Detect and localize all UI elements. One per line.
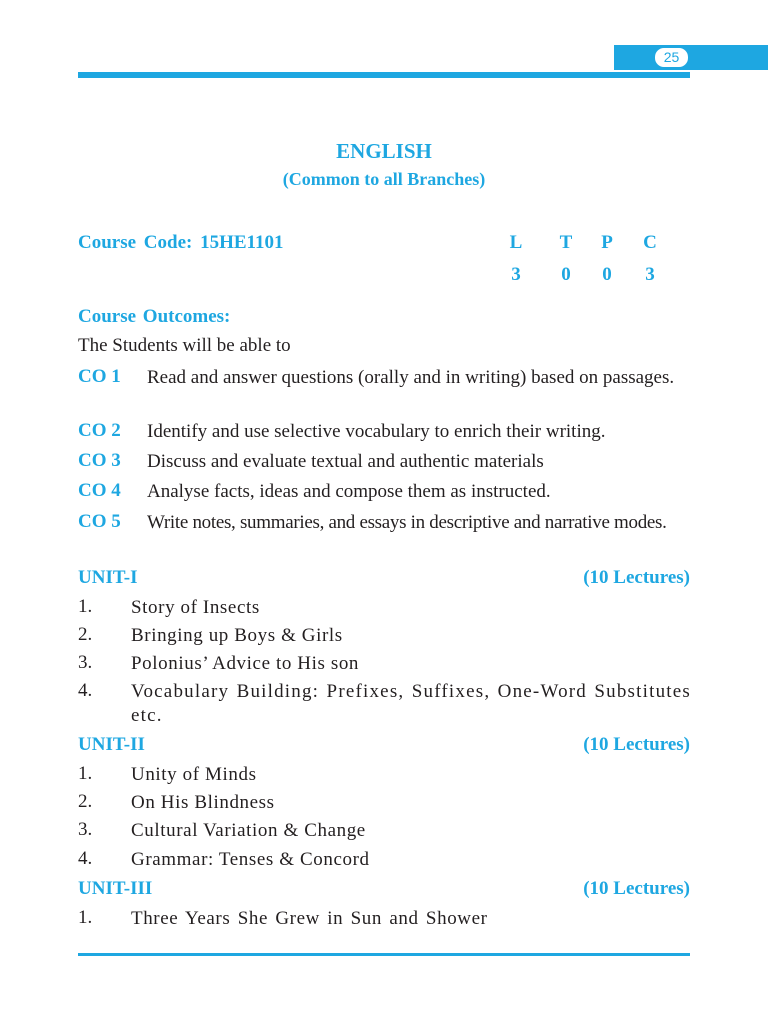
co-text: Read and answer questions (orally and in writing) based on passages.: [147, 367, 675, 388]
list-item-number: 4.: [78, 680, 93, 701]
co-text: Identify and use selective vocabulary to enrich their writing.: [147, 421, 606, 442]
list-item: On His Blindness: [131, 792, 275, 813]
list-item-number: 2.: [78, 624, 93, 645]
co-label: CO 5: [78, 511, 121, 532]
page-title: ENGLISH: [336, 139, 432, 163]
ltpc-header-l: L: [509, 232, 523, 253]
unit-lectures: (10 Lectures): [583, 734, 690, 755]
co-label: CO 4: [78, 480, 121, 501]
list-item-number: 2.: [78, 791, 93, 812]
course-code: Course Code: 15HE1101: [78, 232, 284, 253]
co-label: CO 3: [78, 450, 121, 471]
list-item-number: 3.: [78, 652, 93, 673]
header-rule: [78, 72, 690, 78]
unit-lectures: (10 Lectures): [583, 878, 690, 899]
co-text: Write notes, summaries, and essays in descriptive and narrative modes.: [147, 512, 667, 533]
list-item-number: 1.: [78, 907, 93, 928]
co-text: Analyse facts, ideas and compose them as instructed.: [147, 481, 551, 502]
ltpc-value-l: 3: [511, 264, 521, 285]
list-item: Story of Insects: [131, 597, 260, 618]
list-item-number: 1.: [78, 763, 93, 784]
co-text: Discuss and evaluate textual and authentic materials: [147, 451, 544, 472]
list-item-number: 4.: [78, 848, 93, 869]
list-item: Unity of Minds: [131, 764, 257, 785]
outcomes-heading: Course Outcomes:: [78, 306, 231, 327]
ltpc-value-c: 3: [645, 264, 655, 285]
outcomes-intro: The Students will be able to: [78, 335, 291, 356]
list-item: Grammar: Tenses & Concord: [131, 849, 370, 870]
co-label: CO 2: [78, 420, 121, 441]
list-item: Three Years She Grew in Sun and Shower: [131, 908, 488, 929]
list-item-number: 3.: [78, 819, 93, 840]
page-subtitle: (Common to all Branches): [282, 169, 486, 189]
ltpc-header-p: P: [601, 232, 613, 253]
ltpc-header-t: T: [559, 232, 573, 253]
ltpc-header-c: C: [643, 232, 657, 253]
unit-title: UNIT-II: [78, 734, 145, 755]
co-label: CO 1: [78, 366, 121, 387]
page-number-tab: [614, 45, 768, 70]
unit-lectures: (10 Lectures): [583, 567, 690, 588]
page-number: 25: [655, 48, 688, 67]
footer-rule: [78, 953, 690, 956]
list-item: Vocabulary Building: Prefixes, Suffixes, One-Word Substitutes etc.: [131, 681, 691, 726]
list-item: Polonius’ Advice to His son: [131, 653, 360, 674]
ltpc-value-p: 0: [602, 264, 612, 285]
list-item-number: 1.: [78, 596, 93, 617]
list-item: Bringing up Boys & Girls: [131, 625, 343, 646]
ltpc-value-t: 0: [561, 264, 571, 285]
list-item: Cultural Variation & Change: [131, 820, 366, 841]
unit-title: UNIT-I: [78, 567, 138, 588]
unit-title: UNIT-III: [78, 878, 153, 899]
